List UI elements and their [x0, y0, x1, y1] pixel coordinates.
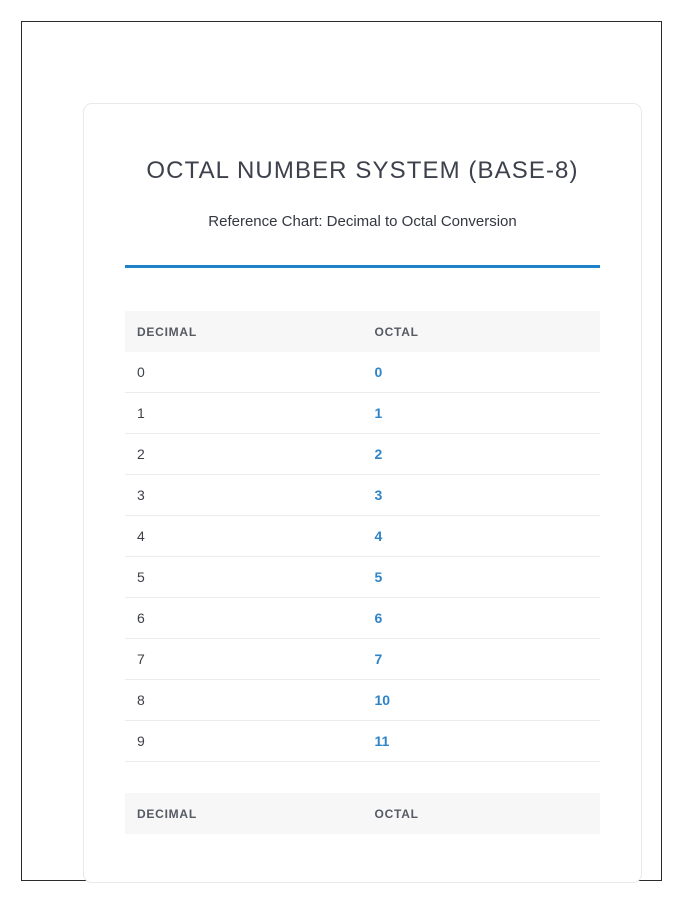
- table-row: [125, 639, 600, 680]
- cell-octal: 2: [363, 434, 601, 475]
- cell-octal: 6: [363, 598, 601, 639]
- column-header-octal: OCTAL: [363, 311, 601, 352]
- column-header-octal: OCTAL: [363, 793, 601, 834]
- table-header-row: [125, 311, 600, 352]
- card-content: [84, 104, 641, 834]
- cell-decimal: 8: [125, 680, 363, 721]
- reference-card: [83, 103, 642, 883]
- table-header-row: [125, 793, 600, 834]
- cell-decimal: 5: [125, 557, 363, 598]
- cell-octal: 11: [363, 721, 601, 762]
- page-subtitle: Reference Chart: Decimal to Octal Conversion: [208, 212, 517, 230]
- cell-octal: 10: [363, 680, 601, 721]
- table-body-primary: [125, 352, 600, 762]
- cell-decimal: 9: [125, 721, 363, 762]
- table-row: [125, 721, 600, 762]
- table-row: [125, 598, 600, 639]
- page-frame: [21, 21, 662, 881]
- conversion-table-primary: [125, 311, 600, 762]
- cell-decimal: 4: [125, 516, 363, 557]
- cell-decimal: 2: [125, 434, 363, 475]
- title-accent-divider: [125, 265, 600, 268]
- table-row: [125, 352, 600, 393]
- table-row: [125, 557, 600, 598]
- cell-octal: 0: [363, 352, 601, 393]
- cell-decimal: 3: [125, 475, 363, 516]
- table-row: [125, 434, 600, 475]
- table-row: [125, 516, 600, 557]
- cell-decimal: 6: [125, 598, 363, 639]
- table-row: [125, 680, 600, 721]
- cell-octal: 7: [363, 639, 601, 680]
- table-header-secondary: [125, 793, 600, 834]
- cell-decimal: 7: [125, 639, 363, 680]
- table-row: [125, 393, 600, 434]
- table-header: [125, 311, 600, 352]
- cell-octal: 3: [363, 475, 601, 516]
- cell-octal: 1: [363, 393, 601, 434]
- table-row: [125, 475, 600, 516]
- conversion-table-secondary: [125, 793, 600, 834]
- cell-octal: 5: [363, 557, 601, 598]
- cell-octal: 4: [363, 516, 601, 557]
- cell-decimal: 1: [125, 393, 363, 434]
- cell-decimal: 0: [125, 352, 363, 393]
- column-header-decimal: DECIMAL: [125, 311, 363, 352]
- column-header-decimal: DECIMAL: [125, 793, 363, 834]
- page-title: OCTAL NUMBER SYSTEM (BASE-8): [146, 157, 579, 184]
